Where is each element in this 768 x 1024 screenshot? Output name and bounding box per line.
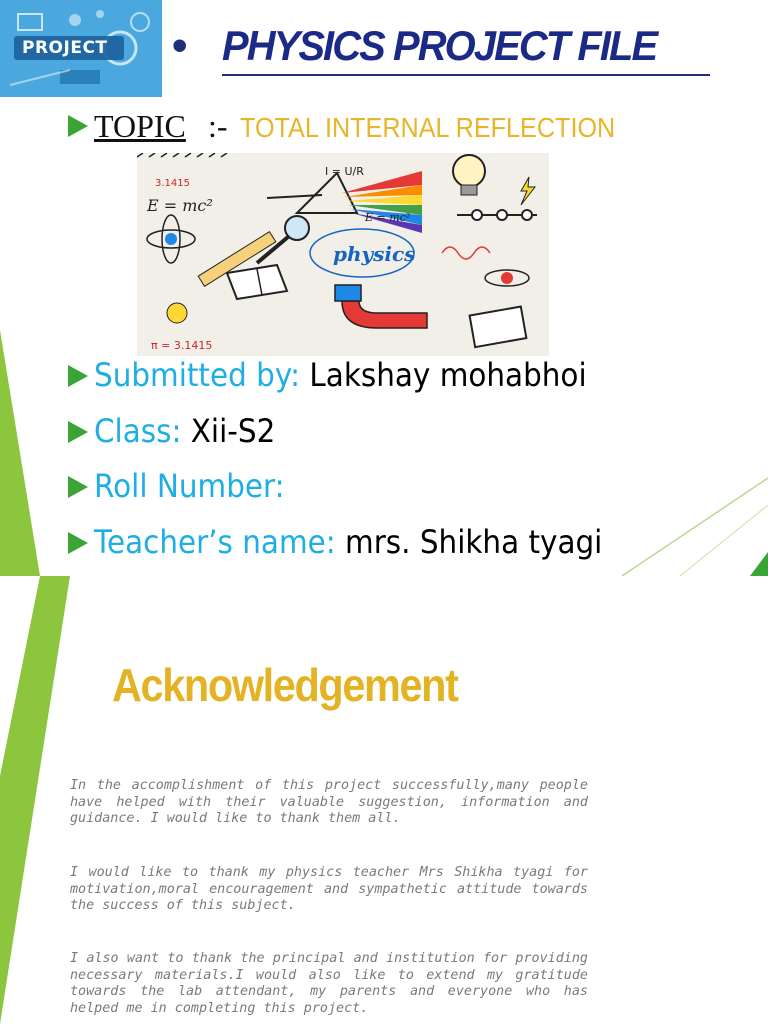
title-bullet: • <box>172 21 188 70</box>
physics-collage-image <box>137 153 549 356</box>
acknowledgement-slide <box>0 576 768 1024</box>
pi-mirror: 3.1415 <box>155 178 190 189</box>
submitted-by-value: Lakshay mohabhoi <box>309 356 587 394</box>
pi-value: π = 3.1415 <box>151 339 213 352</box>
right-diagonal-line <box>622 478 768 576</box>
formula-emc2: E = mc² <box>147 196 213 215</box>
acknowledgement-title: Acknowledgement <box>112 659 458 711</box>
class-label: Class: <box>94 412 191 450</box>
class-text <box>94 409 275 453</box>
project-badge <box>0 0 162 97</box>
roll-number-text <box>94 464 285 508</box>
topic-label: TOPIC <box>94 108 186 144</box>
teacher-label: Teacher’s name: <box>94 523 346 561</box>
bullet-arrow-icon <box>68 476 88 498</box>
title-underline <box>222 74 710 76</box>
bullet-arrow-icon <box>68 365 88 387</box>
page-title: PHYSICS PROJECT FILE <box>222 22 657 69</box>
bullet-arrow-icon <box>68 115 88 137</box>
bullet-arrow-icon <box>68 421 88 443</box>
teacher-value: mrs. Shikha tyagi <box>345 523 603 561</box>
ohms-law: I = U/R <box>325 165 364 178</box>
class-value: Xii-S2 <box>190 412 276 450</box>
left-green-shape-2 <box>0 576 70 1024</box>
physics-word: physics <box>333 242 416 266</box>
project-badge-label: PROJECT <box>22 38 108 58</box>
roll-number-label: Roll Number: <box>94 467 285 505</box>
left-green-shape <box>0 330 40 576</box>
ack-paragraph-3: I also want to thank the principal and institution for providing necessary materials.I would also like to extend my gratitude towards the lab attendant, my parents and everyone who has helped me in completing this project. <box>70 951 588 1016</box>
bullet-arrow-icon <box>68 532 88 554</box>
topic-separator: :- <box>208 108 228 144</box>
right-diagonal-line-2 <box>680 505 768 576</box>
submitted-by-text <box>94 353 587 397</box>
formula-emc2-small: E = mc² <box>365 211 411 224</box>
physics-doodles <box>137 153 549 356</box>
right-green-corner <box>750 552 768 576</box>
topic-value: TOTAL INTERNAL REFLECTION <box>240 112 616 143</box>
ack-paragraph-2: I would like to thank my physics teacher Mrs Shikha tyagi for motivation,moral encouragement and sympathetic attitude towards the success of this subject. <box>70 865 588 913</box>
ack-paragraph-1: In the accomplishment of this project successfully,many people have helped with their valuable suggestion, information and guidance. I would like to thank them all. <box>70 778 588 826</box>
submitted-by-label: Submitted by: <box>94 356 310 394</box>
teacher-text <box>94 520 602 564</box>
